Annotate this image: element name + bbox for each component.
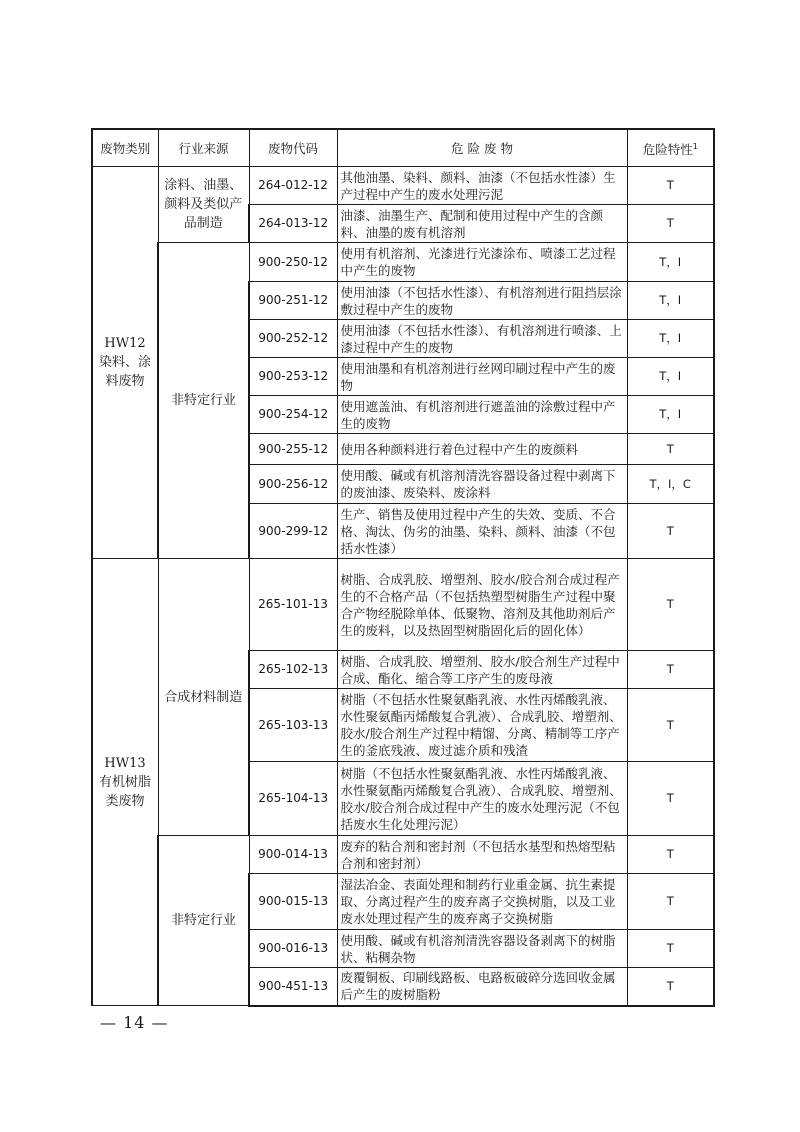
waste-description: 使用油漆（不包括水性漆）、有机溶剂进行阻挡层涂敷过程中产生的废物	[337, 282, 627, 320]
hazard-property: T	[627, 762, 714, 836]
header-code: 废物代码	[249, 129, 337, 167]
hazard-property: T	[627, 205, 714, 243]
category-hw12-line: HW12	[104, 336, 146, 351]
waste-description: 使用有机溶剂、光漆进行光漆涂布、喷漆工艺过程中产生的废物	[337, 243, 627, 282]
hazard-property: T	[627, 434, 714, 465]
waste-code: 264-013-12	[249, 205, 337, 243]
hazard-property: T，I	[627, 320, 714, 358]
waste-code: 900-256-12	[249, 465, 337, 504]
hazard-property: T	[627, 968, 714, 1006]
category-hw12-line: 料废物	[105, 374, 145, 389]
waste-code: 900-253-12	[249, 358, 337, 396]
hazard-property: T	[627, 874, 714, 930]
table-row	[92, 167, 714, 205]
waste-description: 生产、销售及使用过程中产生的失效、变质、不合格、淘汰、伪劣的油墨、染料、颜料、油漆（不包括水性漆）	[337, 504, 627, 559]
hazard-property: T	[627, 167, 714, 205]
waste-description: 废弃的粘合剂和密封剂（不包括水基型和热熔型粘合剂和密封剂）	[337, 836, 627, 874]
waste-code: 900-451-13	[249, 968, 337, 1006]
waste-code: 900-250-12	[249, 243, 337, 282]
source-synthetic-materials: 合成材料制造	[158, 559, 249, 836]
table-row	[92, 559, 714, 651]
category-hw12	[92, 167, 158, 559]
header-category: 废物类别	[92, 129, 158, 167]
hazardous-waste-table	[91, 128, 715, 1007]
waste-description: 废覆铜板、印刷线路板、电路板破碎分选回收金属后产生的废树脂粉	[337, 968, 627, 1006]
waste-code: 900-299-12	[249, 504, 337, 559]
category-hw12-line: 染料、涂	[98, 355, 151, 370]
waste-code: 265-104-13	[249, 762, 337, 836]
category-hw13-line: 类废物	[105, 793, 145, 809]
waste-code: 265-103-13	[249, 689, 337, 762]
category-hw13-line: 有机树脂	[98, 774, 151, 790]
hazard-property: T	[627, 689, 714, 762]
waste-description: 树脂、合成乳胶、增塑剂、胶水/胶合剂生产过程中合成、酯化、缩合等工序产生的废母液	[337, 651, 627, 689]
waste-code: 900-014-13	[249, 836, 337, 874]
waste-description: 使用酸、碱或有机溶剂清洗容器设备过程中剥离下的废油漆、废染料、废涂料	[337, 465, 627, 504]
category-hw13-line: HW13	[104, 755, 146, 771]
waste-description: 使用酸、碱或有机溶剂清洗容器设备剥离下的树脂状、粘稠杂物	[337, 930, 627, 968]
waste-description: 其他油墨、染料、颜料、油漆（不包括水性漆）生产过程中产生的废水处理污泥	[337, 167, 627, 205]
hazard-property: T，I	[627, 396, 714, 434]
waste-code: 265-101-13	[249, 559, 337, 651]
hazard-property: T，I，C	[627, 465, 714, 504]
waste-code: 900-251-12	[249, 282, 337, 320]
source-non-specific-industry: 非特定行业	[158, 836, 249, 1006]
category-hw13	[92, 559, 158, 1006]
hazard-property: T	[627, 836, 714, 874]
waste-code: 900-015-13	[249, 874, 337, 930]
hazard-property: T	[627, 559, 714, 651]
waste-description: 使用各种颜料进行着色过程中产生的废颜料	[337, 434, 627, 465]
waste-description: 使用油漆（不包括水性漆）、有机溶剂进行喷漆、上漆过程中产生的废物	[337, 320, 627, 358]
waste-code: 265-102-13	[249, 651, 337, 689]
waste-description: 使用油墨和有机溶剂进行丝网印刷过程中产生的废物	[337, 358, 627, 396]
waste-code: 264-012-12	[249, 167, 337, 205]
waste-code: 900-254-12	[249, 396, 337, 434]
header-source: 行业来源	[158, 129, 249, 167]
hazard-property: T	[627, 504, 714, 559]
table-row	[92, 836, 714, 874]
waste-description: 树脂（不包括水性聚氨酯乳液、水性丙烯酸乳液、水性聚氨酯丙烯酸复合乳液）、合成乳胶、增塑剂、胶水/胶合剂合成过程中产生的废水处理污泥（不包括废水生化处理污泥）	[337, 762, 627, 836]
hazard-property: T	[627, 930, 714, 968]
footnote-mark: 1	[692, 141, 698, 151]
hazard-property: T	[627, 651, 714, 689]
hazard-property: T，I	[627, 358, 714, 396]
waste-description: 树脂（不包括水性聚氨酯乳液、水性丙烯酸乳液、水性聚氨酯丙烯酸复合乳液）、合成乳胶、增塑剂、胶水/胶合剂生产过程中精馏、分离、精制等工序产生的釜底残液、废过滤介质和残渣	[337, 689, 627, 762]
hazard-property: T，I	[627, 243, 714, 282]
waste-code: 900-016-13	[249, 930, 337, 968]
header-waste: 危 险 废 物	[337, 129, 627, 167]
waste-description: 使用遮盖油、有机溶剂进行遮盖油的涂敷过程中产生的废物	[337, 396, 627, 434]
waste-code: 900-252-12	[249, 320, 337, 358]
header-property	[627, 129, 714, 167]
hazard-property: T，I	[627, 282, 714, 320]
waste-description: 树脂、合成乳胶、增塑剂、胶水/胶合剂合成过程产生的不合格产品（不包括热塑型树脂生产过程中聚合产物经脱除单体、低聚物、溶剂及其他助剂后产生的废料，以及热固型树脂固化后的固化体）	[337, 559, 627, 651]
table-row	[92, 243, 714, 282]
table-header-row	[92, 129, 714, 167]
header-property-label: 危险特性	[642, 142, 693, 158]
source-non-specific-industry: 非特定行业	[158, 243, 249, 559]
page-number: — 14 —	[100, 1013, 169, 1032]
waste-code: 900-255-12	[249, 434, 337, 465]
waste-description: 湿法冶金、表面处理和制药行业重金属、抗生素提取、分离过程产生的废弃离子交换树脂，以及工业废水处理过程产生的废弃离子交换树脂	[337, 874, 627, 930]
waste-description: 油漆、油墨生产、配制和使用过程中产生的含颜料、油墨的废有机溶剂	[337, 205, 627, 243]
source-coating-ink-pigment: 涂料、油墨、颜料及类似产品制造	[158, 167, 249, 243]
